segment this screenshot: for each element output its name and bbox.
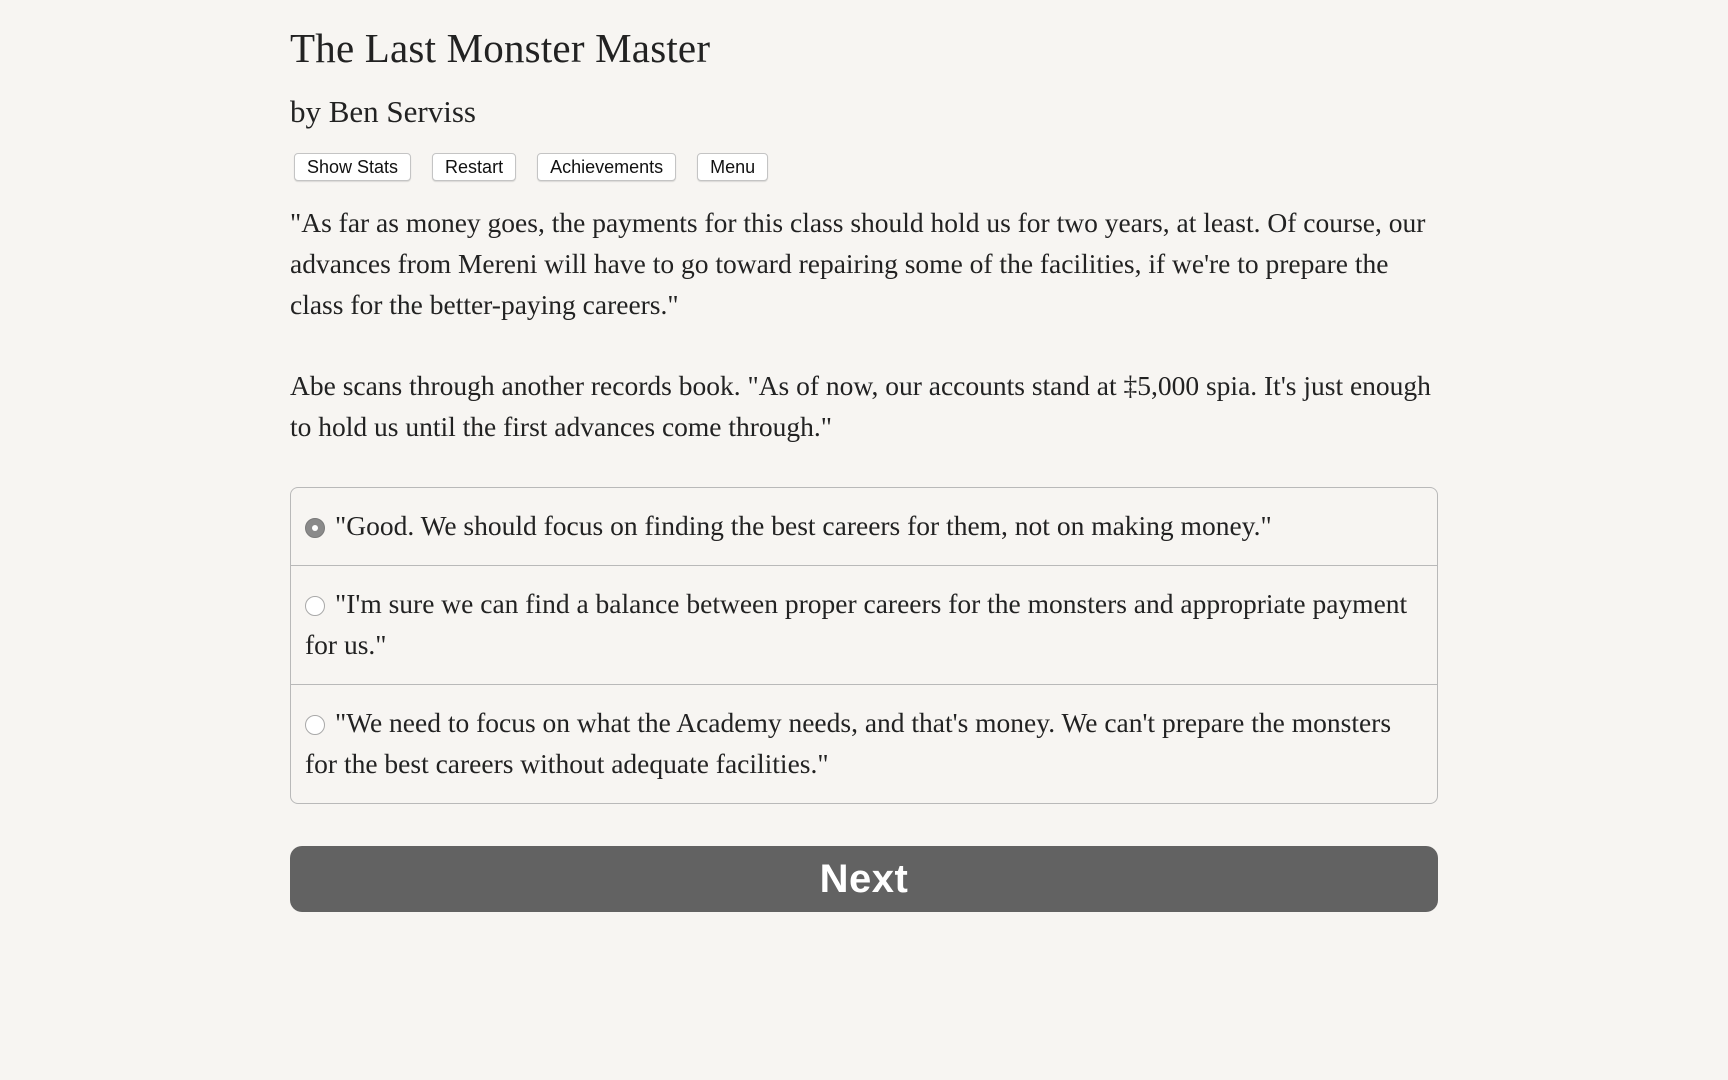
- next-button[interactable]: Next: [290, 846, 1438, 912]
- radio-unselected-icon[interactable]: [305, 596, 325, 616]
- choice-list: [290, 487, 1438, 804]
- toolbar: [294, 153, 1438, 181]
- game-page: [290, 0, 1438, 912]
- game-title: The Last Monster Master: [290, 25, 711, 71]
- choice-label: "I'm sure we can find a balance between proper careers for the monsters and appropriate payment for us.": [305, 588, 1408, 660]
- choice-label: "We need to focus on what the Academy needs, and that's money. We can't prepare the monsters for the best careers without adequate facilities.": [305, 707, 1392, 779]
- choice-option[interactable]: [291, 684, 1437, 803]
- choice-option[interactable]: [291, 488, 1437, 565]
- author-byline: by Ben Serviss: [290, 94, 476, 129]
- story-paragraph: Abe scans through another records book. "As of now, our accounts stand at ‡5,000 spia. It's just enough to hold us until the first advances come through.": [290, 370, 1431, 442]
- choice-option[interactable]: [291, 565, 1437, 684]
- choice-label: "Good. We should focus on finding the best careers for them, not on making money.": [335, 510, 1272, 541]
- menu-button[interactable]: Menu: [697, 153, 768, 181]
- show-stats-button[interactable]: Show Stats: [294, 153, 411, 181]
- radio-selected-icon[interactable]: [305, 518, 325, 538]
- radio-unselected-icon[interactable]: [305, 715, 325, 735]
- story-paragraph: "As far as money goes, the payments for this class should hold us for two years, at least. Of course, our advances from Mereni will have to go toward repairing some of the facilities, if we're to prepare the class for the better-paying careers.": [290, 207, 1426, 320]
- achievements-button[interactable]: Achievements: [537, 153, 676, 181]
- restart-button[interactable]: Restart: [432, 153, 516, 181]
